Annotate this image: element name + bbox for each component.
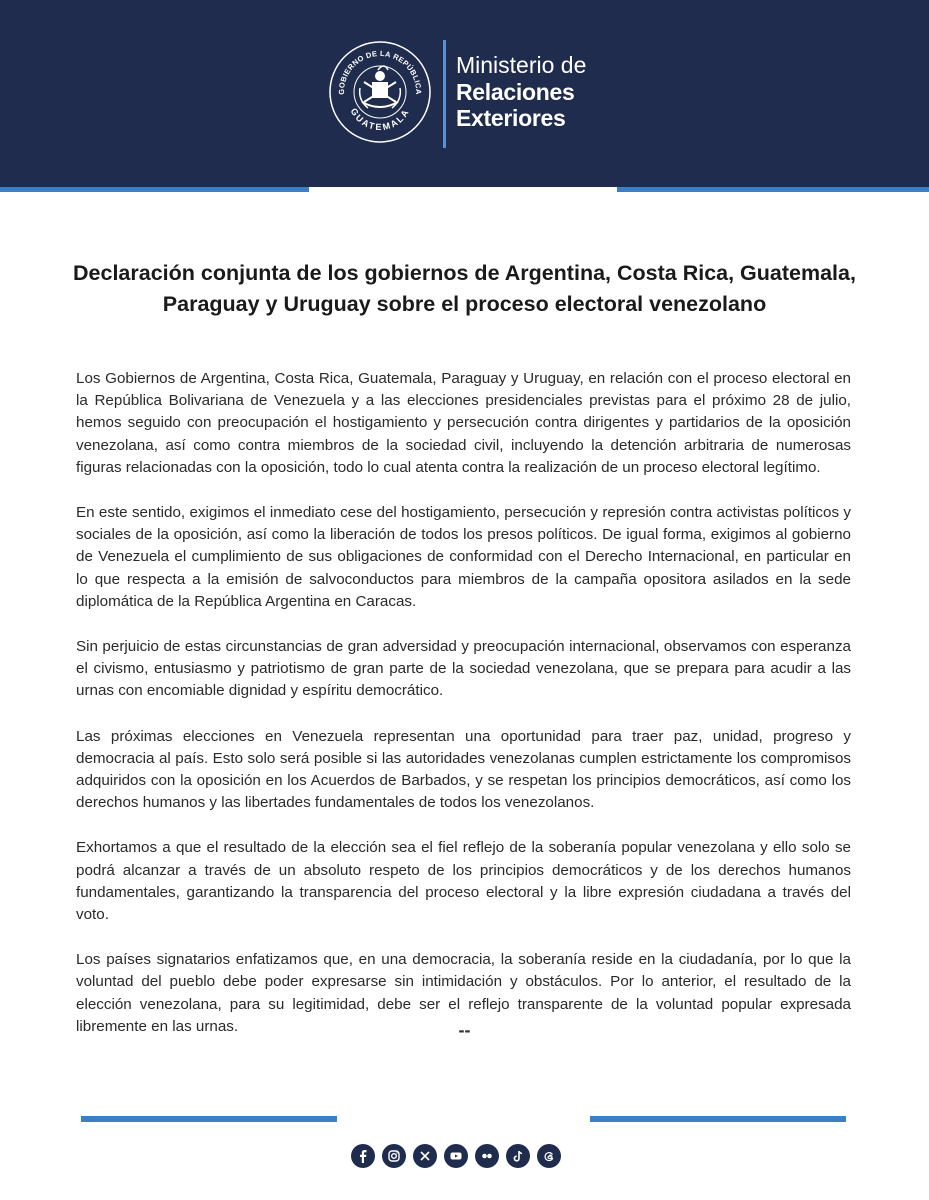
threads-icon[interactable]	[537, 1144, 561, 1168]
ministry-name-line2: Relaciones	[456, 79, 575, 105]
header-accent-bar-right	[617, 187, 929, 192]
paragraph-5: Exhortamos a que el resultado de la elección sea el fiel reflejo de la soberanía popular venezolana y ello solo se podrá alcanzar a través de un absoluto respeto de los principios democráticos y de los derechos humanos fundamentales, garantizando la transparencia del proceso electoral y la libre expresión ciudadana a través del voto.	[76, 839, 851, 924]
guatemala-coat-of-arms-seal	[328, 40, 432, 144]
svg-text:GUATEMALA	[349, 106, 412, 132]
paragraph-4: Las próximas elecciones en Venezuela representan una oportunidad para traer paz, unidad, progreso y democracia al país. Esto solo será posible si las autoridades venezolanas cumplen estrictamente los compromisos adquiridos con la oposición en los Acuerdos de Barbados, y se respetan los principios democráticos, así como los derechos humanos y las libertades fundamentales de todos los venezolanos.	[76, 727, 851, 812]
brand-divider	[443, 40, 446, 148]
ministry-logotype	[456, 54, 586, 133]
paragraph-6: Los países signatarios enfatizamos que, en una democracia, la soberanía reside en la ciudadanía, por lo que la voluntad del pueblo debe poder expresarse sin intimidación y obstáculos. Por lo anterior, el resultado de la elección venezolana, para su legitimidad, debe ser el reflejo transparente de la voluntad popular expresada libremente en las urnas.	[76, 951, 851, 1035]
footer-accent-bar-left	[81, 1116, 337, 1122]
flickr-icon[interactable]	[475, 1144, 499, 1168]
end-mark: --	[458, 1020, 471, 1040]
header-accent-bar-left	[0, 187, 309, 192]
seal-top-text: GOBIERNO DE LA REPÚBLICA	[336, 48, 424, 95]
x-icon[interactable]	[413, 1144, 437, 1168]
declaration-body	[76, 368, 851, 1061]
ministry-header	[0, 0, 929, 187]
social-media-links	[351, 1144, 561, 1168]
footer-accent-bar-right	[590, 1116, 846, 1122]
ministry-name-line3: Exteriores	[456, 105, 566, 131]
ministry-name-line1: Ministerio de	[456, 52, 587, 78]
tiktok-icon[interactable]	[506, 1144, 530, 1168]
instagram-icon[interactable]	[382, 1144, 406, 1168]
paragraph-1: Los Gobiernos de Argentina, Costa Rica, Guatemala, Paraguay y Uruguay, en relación con el proceso electoral en la República Bolivariana de Venezuela y a las elecciones presidenciales previstas para el próximo 28 de julio, hemos seguido con preocupación el hostigamiento y persecución contra dirigentes y partidarios de la oposición venezolana, así como contra miembros de la sociedad civil, incluyendo la detención arbitraria de numerosas figuras relacionadas con la oposición, todo lo cual atenta contra la realización de un proceso electoral legítimo.	[76, 370, 851, 476]
youtube-icon[interactable]	[444, 1144, 468, 1168]
facebook-icon[interactable]	[351, 1144, 375, 1168]
declaration-title: Declaración conjunta de los gobiernos de Argentina, Costa Rica, Guatemala, Paraguay y Uruguay sobre el proceso electoral venezolano	[73, 261, 856, 316]
seal-bottom-text: GUATEMALA	[348, 106, 412, 133]
paragraph-2: En este sentido, exigimos el inmediato cese del hostigamiento, persecución y represión contra activistas políticos y sociales de la oposición, así como la liberación de todos los presos políticos. De igual forma, exigimos al gobierno de Venezuela el cumplimiento de sus obligaciones de conformidad con el Derecho Internacional, en particular en lo que respecta a la emisión de salvoconductos para miembros de la campaña opositora asilados en la sede diplomática de la República Argentina en Caracas.	[76, 504, 851, 610]
paragraph-3: Sin perjuicio de estas circunstancias de gran adversidad y preocupación internacional, observamos con esperanza el civismo, entusiasmo y patriotismo de gran parte de la sociedad venezolana, que se prepara para acudir a las urnas con encomiable dignidad y espíritu democrático.	[76, 638, 851, 700]
